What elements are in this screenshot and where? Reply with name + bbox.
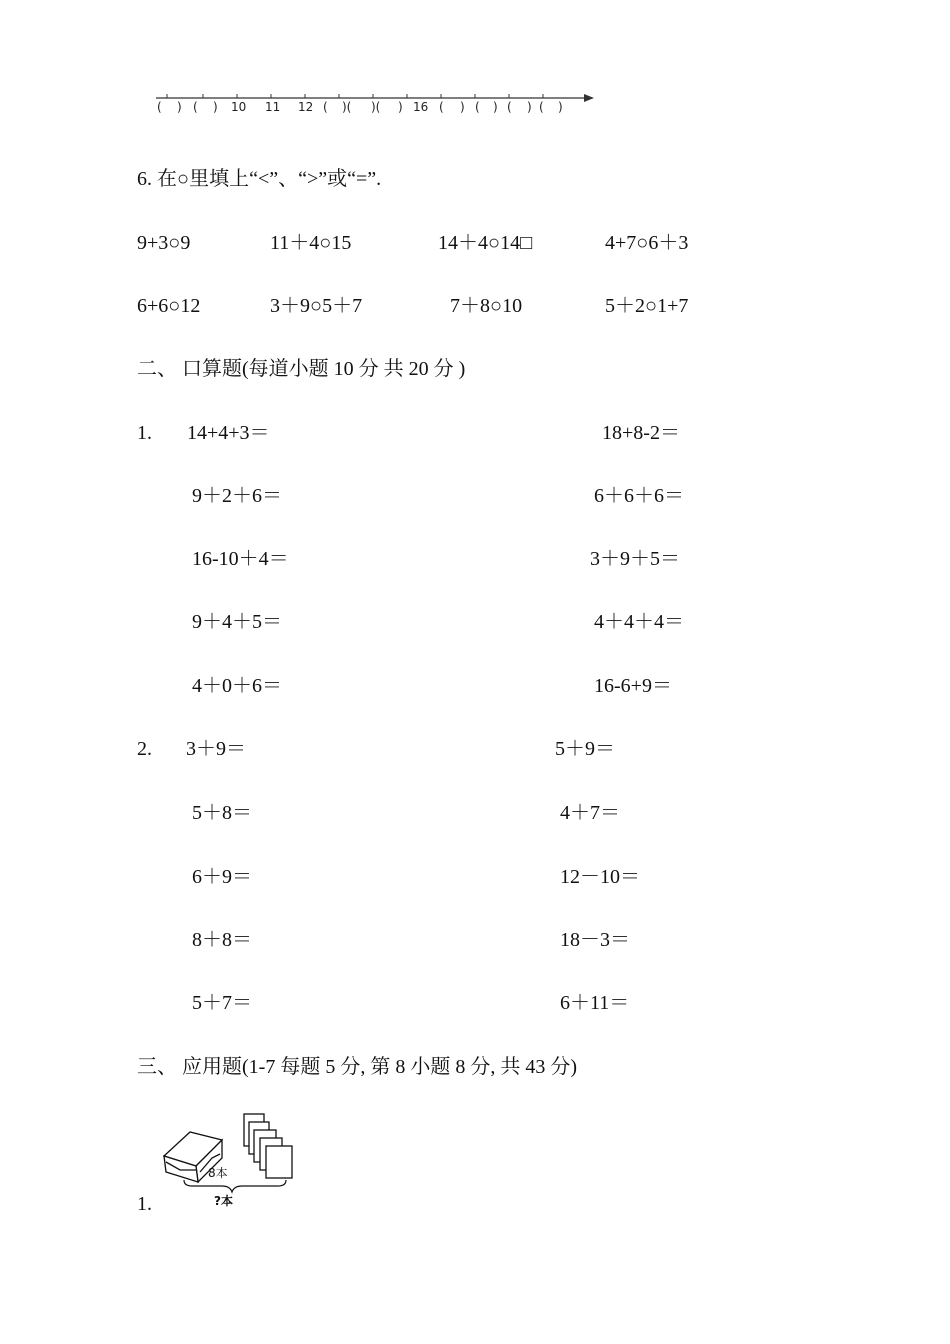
- number-line-label: (: [507, 100, 512, 114]
- number-line-label: (: [193, 100, 198, 114]
- section3-heading: 三、 应用题(1-7 每题 5 分, 第 8 小题 8 分, 共 43 分): [137, 1056, 577, 1078]
- number-line-label: ): [460, 100, 465, 114]
- q6-item: 11＋4○15: [270, 232, 352, 254]
- calc-item: 5＋8＝: [192, 802, 252, 824]
- number-line-label: (: [157, 100, 162, 114]
- number-line-label: ): [213, 100, 218, 114]
- loose-books-icon: [244, 1114, 292, 1178]
- number-line-label: )(: [371, 100, 381, 114]
- calc-item: 18－3＝: [560, 929, 630, 951]
- calc-item: 18+8-2＝: [602, 422, 680, 444]
- calc-item: 16-10＋4＝: [192, 548, 289, 570]
- q6-item: 6+6○12: [137, 295, 201, 317]
- number-line-label: ): [558, 100, 563, 114]
- number-line-label: 10: [231, 100, 247, 114]
- number-line-label: (: [475, 100, 480, 114]
- calc-item: 6＋11＝: [560, 992, 630, 1014]
- q6-heading: 6. 在○里填上“<”、“>”或“=”.: [137, 168, 382, 190]
- calc-item: 4＋4＋4＝: [594, 611, 684, 633]
- number-line-label: ): [398, 100, 403, 114]
- total-unknown-label: ?本: [214, 1194, 233, 1208]
- number-line-label: 11: [265, 100, 281, 114]
- problem-number: 2.: [137, 738, 152, 760]
- calc-item: 16-6+9＝: [594, 675, 672, 697]
- calc-item: 9＋4＋5＝: [192, 611, 282, 633]
- calc-item: 14+4+3＝: [187, 422, 270, 444]
- number-line-label: (: [439, 100, 444, 114]
- number-line-label: 16: [413, 100, 429, 114]
- calc-item: 9＋2＋6＝: [192, 485, 282, 507]
- q6-item: 3＋9○5＋7: [270, 295, 363, 317]
- problem-number: 1.: [137, 422, 152, 444]
- calc-item: 6＋9＝: [192, 866, 252, 888]
- q6-item: 9+3○9: [137, 232, 191, 254]
- calc-item: 4＋7＝: [560, 802, 620, 824]
- number-line-label: (: [323, 100, 328, 114]
- q6-item: 4+7○6＋3: [605, 232, 689, 254]
- number-line-label: (: [539, 100, 544, 114]
- books-count-label: 8本: [208, 1166, 228, 1180]
- number-line-label: )(: [342, 100, 352, 114]
- books-illustration: [160, 1110, 300, 1210]
- number-line-label: ): [493, 100, 498, 114]
- number-line-label: ): [177, 100, 182, 114]
- brace-icon: [184, 1180, 286, 1192]
- calc-item: 3＋9＝: [186, 738, 246, 760]
- calc-item: 12－10＝: [560, 866, 640, 888]
- calc-item: 4＋0＋6＝: [192, 675, 282, 697]
- calc-item: 3＋9＋5＝: [590, 548, 680, 570]
- problem-number: 1.: [137, 1193, 152, 1215]
- number-line-label: 12: [298, 100, 314, 114]
- calc-item: 8＋8＝: [192, 929, 252, 951]
- section2-heading: 二、 口算题(每道小题 10 分 共 20 分 ): [137, 358, 466, 380]
- calc-item: 5＋7＝: [192, 992, 252, 1014]
- q6-item: 7＋8○10: [450, 295, 523, 317]
- q6-item: 14＋4○14□: [438, 232, 533, 254]
- calc-item: 5＋9＝: [555, 738, 615, 760]
- calc-item: 6＋6＋6＝: [594, 485, 684, 507]
- number-line-label: ): [527, 100, 532, 114]
- q6-item: 5＋2○1+7: [605, 295, 689, 317]
